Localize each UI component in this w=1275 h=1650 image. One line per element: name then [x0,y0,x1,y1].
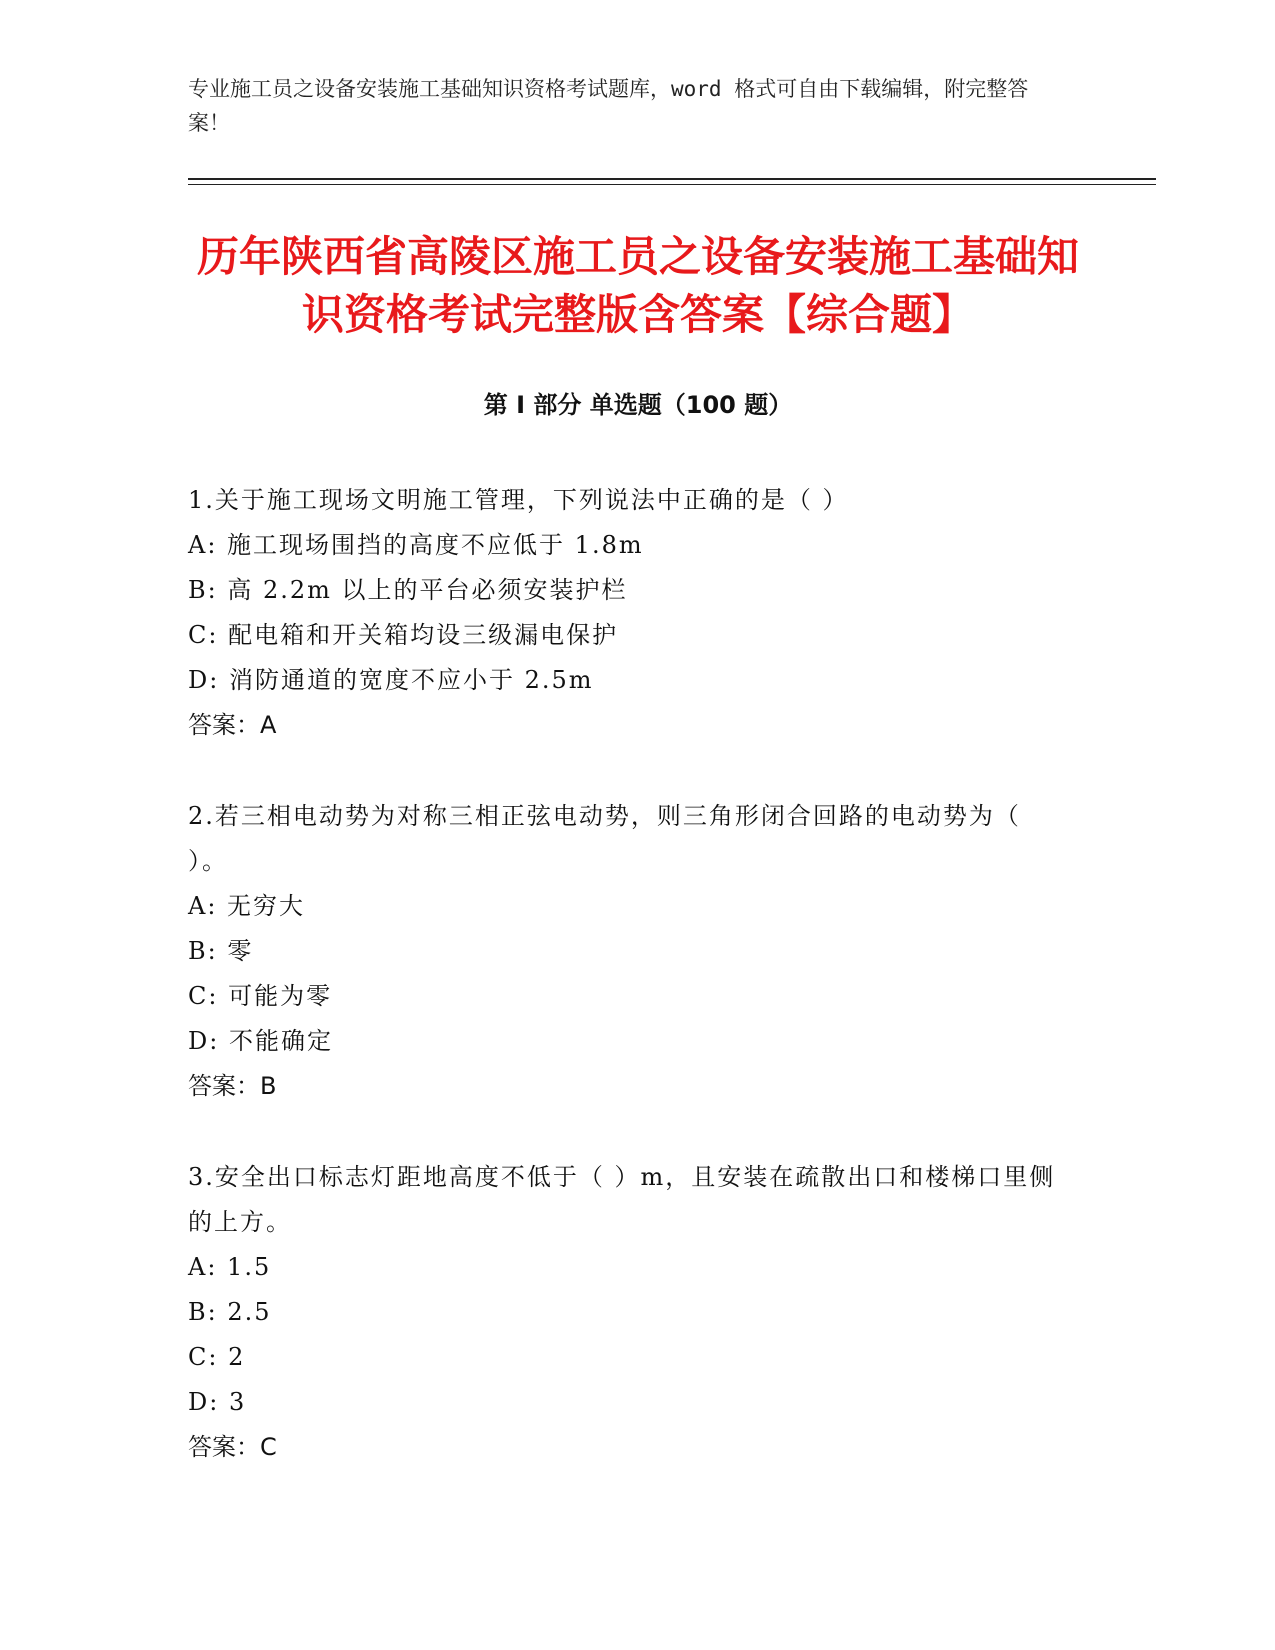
answer: 答案：C [188,1433,277,1461]
header-divider-thin [188,184,1156,185]
section-heading: 第 I 部分 单选题（100 题） [483,391,793,419]
option-d: D: 消防通道的宽度不应小于 2.5m [188,666,594,694]
question-1 [188,478,1068,748]
answer: 答案：A [188,711,277,739]
option-b: B: 高 2.2m 以上的平台必须安装护栏 [188,576,628,604]
question-stem: 2.若三相电动势为对称三相正弦电动势，则三角形闭合回路的电动势为（ ）。 [188,802,1021,875]
answer: 答案：B [188,1072,277,1100]
option-b: B: 2.5 [188,1298,272,1326]
option-a: A: 1.5 [188,1253,272,1281]
question-stem: 1.关于施工现场文明施工管理，下列说法中正确的是（ ） [188,486,849,514]
option-a: A: 施工现场围挡的高度不应低于 1.8m [188,531,644,559]
option-c: C: 可能为零 [188,982,333,1010]
option-d: D: 不能确定 [188,1027,333,1055]
document-title: 历年陕西省高陵区施工员之设备安装施工基础知识资格考试完整版含答案【综合题】 [196,232,1079,339]
option-a: A: 无穷大 [188,892,306,920]
option-d: D: 3 [188,1388,247,1416]
header-note: 专业施工员之设备安装施工基础知识资格考试题库，word 格式可自由下载编辑，附完整答案！ [188,77,1029,135]
question-stem: 3.安全出口标志灯距地高度不低于（ ）m，且安装在疏散出口和楼梯口里侧的上方。 [188,1163,1056,1236]
option-b: B: 零 [188,937,254,965]
question-2 [188,794,1068,1109]
option-c: C: 2 [188,1343,246,1371]
header-divider-thick [188,178,1156,180]
question-3 [188,1155,1068,1470]
question-list [188,478,1068,1516]
option-c: C: 配电箱和开关箱均设三级漏电保护 [188,621,619,649]
